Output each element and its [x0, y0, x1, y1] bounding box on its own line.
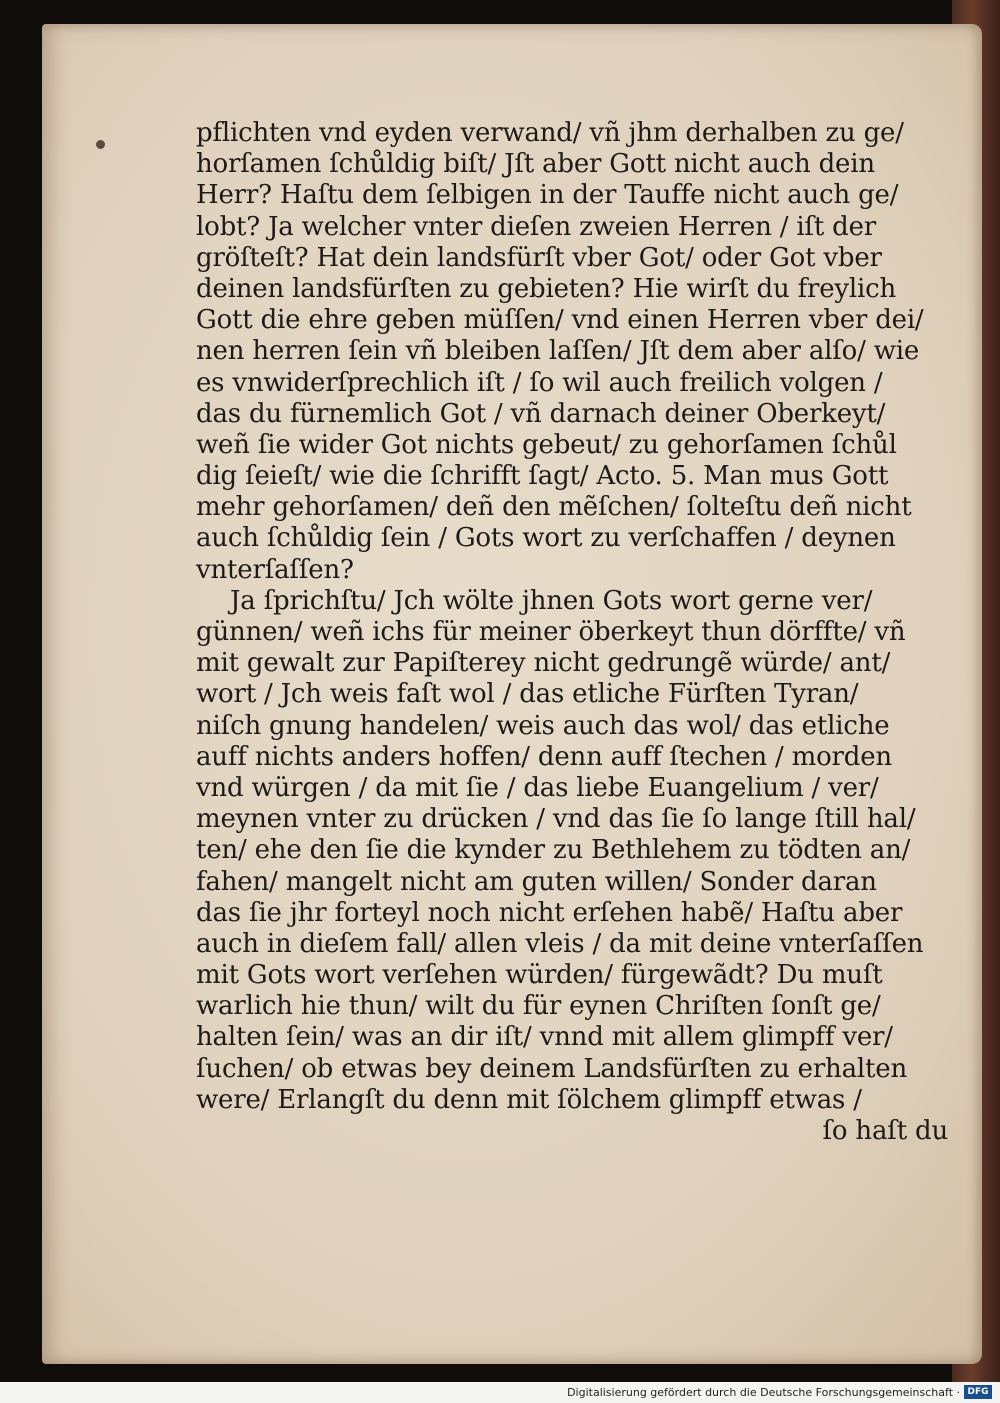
footer-bar: [0, 1382, 1000, 1403]
margin-mark: [96, 140, 105, 149]
digitization-credit: Digitalisierung gefördert durch die Deutsche Forschungsgemeinschaft ·: [567, 1386, 960, 1399]
text-line: lobt? Ja welcher vnter dieſen zweien Herren / iſt der: [196, 211, 877, 242]
text-line: meynen vnter zu drücken / vnd das ſie ſo lange ſtill hal/: [196, 804, 916, 835]
text-line: es vnwiderſprechlich iſt / ſo wil auch freilich volgen /: [196, 367, 883, 398]
text-line: auch in dieſem fall/ allen vleis / da mit deine vnterſaſſen: [196, 928, 924, 959]
text-line: mit Gots wort verſehen würden/ fürgewãdt? Du muſt: [196, 960, 883, 991]
text-line: auff nichts anders hoffen/ denn auff ſtechen / morden: [196, 741, 892, 772]
text-line: ſuchen/ ob etwas bey deinem Landsfürſten zu erhalten: [196, 1053, 907, 1084]
text-line: Herr? Haſtu dem ſelbigen in der Tauffe nicht auch ge/: [196, 180, 899, 211]
dfg-logo: DFG: [964, 1385, 992, 1399]
text-line: dig ſeieſt/ wie die ſchrifft ſagt/ Acto. 5. Man mus Gott: [196, 461, 889, 492]
text-line: weñ ſie wider Got nichts gebeut/ zu gehorſamen ſchůl: [196, 429, 897, 460]
text-line: vnterſaſſen?: [196, 554, 354, 585]
text-line: ten/ ehe den ſie die kynder zu Bethlehem zu tödten an/: [196, 835, 911, 866]
text-line: nen herren ſein vñ bleiben laſſen/ Jſt dem aber alſo/ wie: [196, 336, 920, 367]
text-line: vnd würgen / da mit ſie / das liebe Euangelium / ver/: [196, 772, 879, 803]
text-line: mehr gehorſamen/ deñ den mẽſchen/ ſolteſtu deñ nicht: [196, 492, 912, 523]
text-line: auch ſchůldig ſein / Gots wort zu verſchaffen / deynen: [196, 523, 896, 554]
catchword: ſo haſt du: [822, 1116, 948, 1146]
text-line: Gott die ehre geben müſſen/ vnd einen Herren vber dei/: [196, 305, 924, 336]
text-line: das ſie jhr forteyl noch nicht erſehen habẽ/ Haſtu aber: [196, 897, 903, 928]
text-line: Ja ſprichſtu/ Jch wölte jhnen Gots wort gerne ver/: [230, 585, 873, 616]
text-line: gröſteſt? Hat dein landsfürſt vber Got/ oder Got vber: [196, 242, 882, 273]
text-line: das du fürnemlich Got / vñ darnach deiner Oberkeyt/: [196, 398, 886, 429]
text-line: günnen/ weñ ichs für meiner öberkeyt thun dörffte/ vñ: [196, 617, 906, 647]
text-line: pflichten vnd eyden verwand/ vñ jhm derhalben zu ge/: [196, 118, 904, 148]
text-line: warlich hie thun/ wilt du für eynen Chriſten ſonſt ge/: [196, 991, 881, 1022]
text-line: mit gewalt zur Papiſterey nicht gedrungẽ würde/ ant/: [196, 648, 891, 679]
text-line: halten ſein/ was an dir iſt/ vnnd mit allem glimpff ver/: [196, 1022, 893, 1053]
page-text-block: [196, 118, 948, 1147]
text-line: wort / Jch weis faſt wol / das etliche Fürſten Tyran/: [196, 679, 859, 710]
text-line: horſamen ſchůldig biſt/ Jſt aber Gott nicht auch dein: [196, 149, 875, 180]
text-line: deinen landsfürſten zu gebieten? Hie wirſt du freylich: [196, 273, 897, 304]
text-line: fahen/ mangelt nicht am guten willen/ Sonder daran: [196, 866, 877, 897]
text-line: were/ Erlangſt du denn mit ſölchem glimpff etwas /: [196, 1084, 862, 1115]
text-line: niſch gnung handelen/ weis auch das wol/ das etliche: [196, 710, 890, 741]
